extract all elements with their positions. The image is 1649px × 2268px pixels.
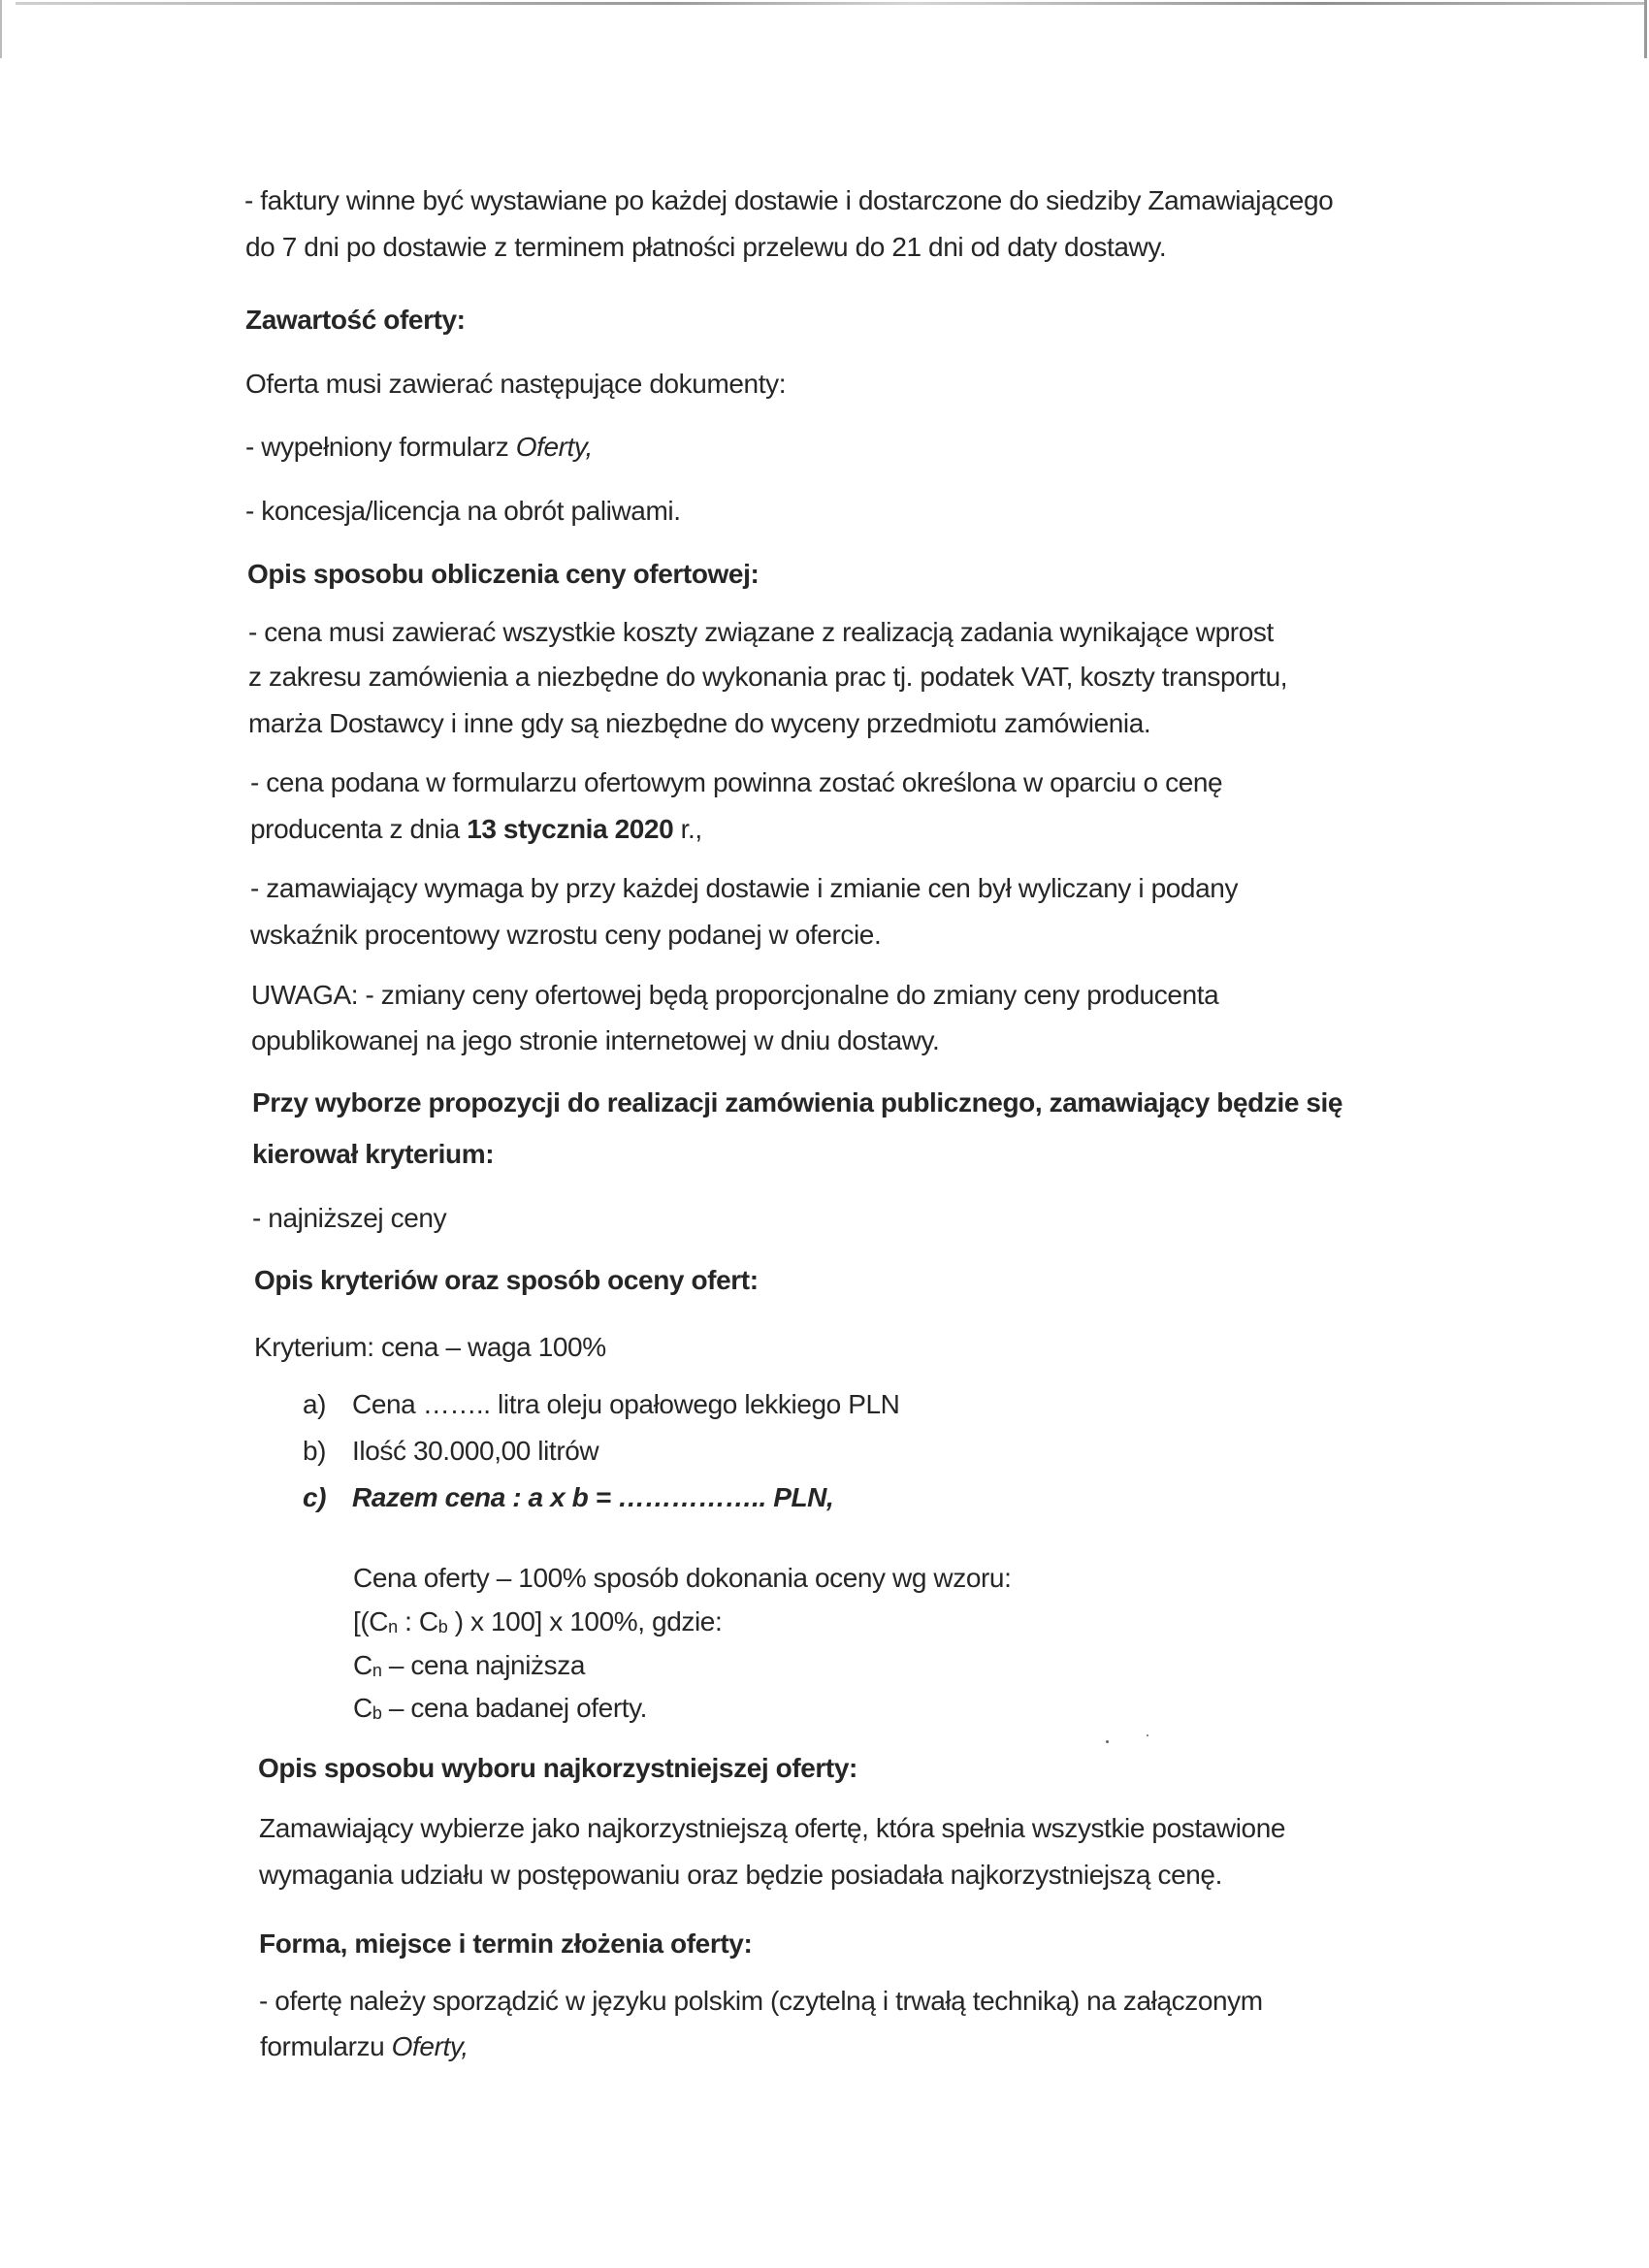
contents-heading: Zawartość oferty: (245, 305, 466, 335)
scan-edge-right (1644, 0, 1647, 58)
invoice-line-1: - faktury winne być wystawiane po każdej dostawie i dostarczone do siedziby Zamawiającego (244, 185, 1334, 215)
submission-line-2-text: formularzu (260, 2031, 392, 2061)
definition-cb-text: – cena badanej oferty. (381, 1693, 648, 1723)
pricing-para1-line-3: marża Dostawcy i inne gdy są niezbędne do wyceny przedmiotu zamówienia. (248, 708, 1151, 738)
contents-item-1-italic: Oferty, (515, 432, 593, 462)
best-offer-line-1: Zamawiający wybierze jako najkorzystniejszą ofertę, która spełnia wszystkie postawione (259, 1813, 1286, 1843)
selection-criterion: - najniższej ceny (252, 1203, 447, 1233)
formula-sub-b: b (437, 1617, 448, 1636)
submission-line-1: - ofertę należy sporządzić w języku polskim (czytelną i trwałą techniką) na załączonym (259, 1986, 1263, 2016)
note-line-2: opublikowanej na jego stronie internetowej w dniu dostawy. (251, 1025, 940, 1055)
pricing-para2-prefix: producenta z dnia (250, 814, 468, 844)
selection-heading-line-1: Przy wyborze propozycji do realizacji zamówienia publicznego, zamawiający będzie się (252, 1087, 1343, 1118)
contents-item-1 (245, 431, 593, 464)
criteria-item-b-marker: b) (303, 1436, 327, 1466)
pricing-para3-line-2: wskaźnik procentowy wzrostu ceny podanej w ofercie. (250, 920, 882, 950)
note-line-1: UWAGA: - zmiany ceny ofertowej będą proporcjonalne do zmiany ceny producenta (251, 980, 1219, 1010)
formula-part-2: : C (397, 1606, 438, 1636)
scan-speck (1147, 1734, 1148, 1736)
criteria-item-a-marker: a) (303, 1389, 327, 1419)
pricing-heading: Opis sposobu obliczenia ceny ofertowej: (247, 559, 760, 589)
definition-cb-sub: b (372, 1703, 382, 1723)
criteria-heading: Opis kryteriów oraz sposób oceny ofert: (254, 1265, 759, 1295)
formula-intro: Cena oferty – 100% sposób dokonania oceny wg wzoru: (353, 1563, 1012, 1593)
definition-cn-sub: n (372, 1661, 382, 1680)
pricing-para1-line-1: - cena musi zawierać wszystkie koszty związane z realizacją zadania wynikające wprost (248, 617, 1274, 647)
scan-edge-top (16, 2, 1645, 5)
criteria-item-c-text: Razem cena : a x b = …………….. PLN, (352, 1482, 834, 1512)
submission-line-2-italic: Oferty, (391, 2031, 469, 2061)
pricing-para2-suffix: r., (673, 814, 702, 844)
pricing-para1-line-2: z zakresu zamówienia a niezbędne do wykonania prac tj. podatek VAT, koszty transportu, (248, 662, 1288, 692)
definition-cn-text: – cena najniższa (381, 1650, 586, 1680)
formula (353, 1605, 722, 1643)
invoice-line-2: do 7 dni po dostawie z terminem płatności przelewu do 21 dni od daty dostawy. (245, 232, 1167, 262)
contents-intro: Oferta musi zawierać następujące dokumenty: (245, 369, 787, 399)
formula-part-3: ) x 100] x 100%, gdzie: (447, 1606, 723, 1636)
pricing-para2-line-2 (250, 813, 702, 846)
pricing-para3-line-1: - zamawiający wymaga by przy każdej dostawie i zmianie cen był wyliczany i podany (250, 873, 1239, 903)
pricing-date: 13 stycznia 2020 (467, 814, 674, 844)
scan-edge-left (0, 0, 2, 58)
definition-cb-c: C (353, 1693, 372, 1723)
submission-heading: Forma, miejsce i termin złożenia oferty: (259, 1928, 753, 1959)
selection-heading-line-2: kierował kryterium: (252, 1139, 495, 1169)
criteria-item-b-text: Ilość 30.000,00 litrów (352, 1436, 599, 1466)
criteria-line: Kryterium: cena – waga 100% (254, 1332, 606, 1362)
definition-cn (353, 1649, 585, 1687)
best-offer-line-2: wymagania udziału w postępowaniu oraz będzie posiadała najkorzystniejszą cenę. (259, 1860, 1222, 1890)
pricing-para2-line-1: - cena podana w formularzu ofertowym powinna zostać określona w oparciu o cenę (250, 767, 1223, 797)
contents-item-1-text: - wypełniony formularz (245, 432, 516, 462)
criteria-item-c-marker: c) (303, 1482, 327, 1512)
best-offer-heading: Opis sposobu wyboru najkorzystniejszej oferty: (258, 1753, 857, 1783)
definition-cb (353, 1692, 647, 1730)
formula-sub-n: n (388, 1617, 398, 1636)
scan-speck (1106, 1740, 1109, 1743)
formula-part-1: [(C (353, 1606, 389, 1636)
criteria-item-a-text: Cena …….. litra oleju opałowego lekkiego PLN (352, 1389, 900, 1419)
contents-item-2: - koncesja/licencja na obrót paliwami. (245, 496, 681, 526)
submission-line-2 (260, 2030, 469, 2063)
definition-cn-c: C (353, 1650, 372, 1680)
